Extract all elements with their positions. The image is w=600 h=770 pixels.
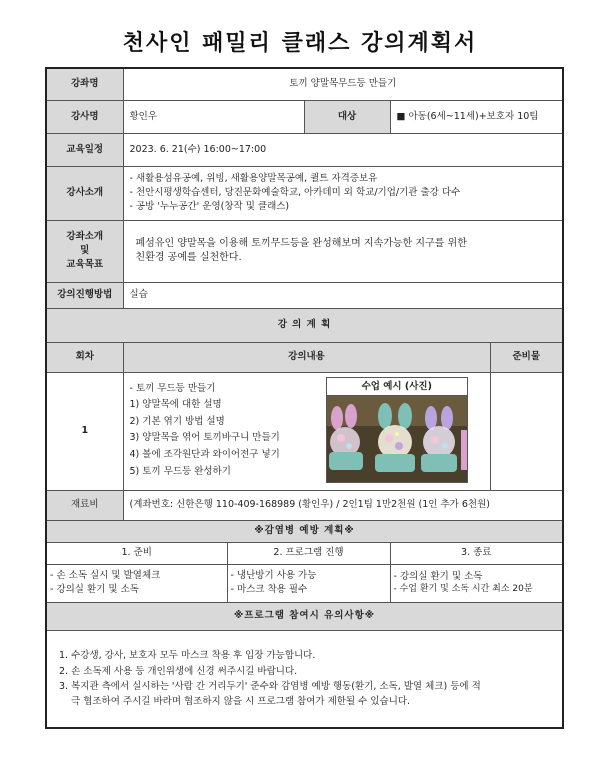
notes-section-title: ※프로그램 참여시 유의사항※ bbox=[46, 602, 563, 630]
session-item: 4) 볼에 조각원단과 와이어전구 넣기 bbox=[129, 449, 280, 460]
row-goal bbox=[46, 220, 563, 282]
document-title: 천사인 패밀리 클래스 강의계획서 bbox=[122, 31, 478, 56]
prevention-step-2: 2. 프로그램 진행 bbox=[227, 542, 390, 564]
row-plan-section bbox=[46, 308, 563, 342]
prevention-item: - 손 소독 실시 및 발열체크 bbox=[50, 570, 161, 582]
prevention-end bbox=[390, 564, 563, 602]
row-fee bbox=[46, 490, 563, 520]
intro-line: - 천안시평생학습센터, 당진문화예술학교, 아카데미 외 학교/기업/기관 출강 다수 bbox=[129, 187, 461, 199]
row-notes bbox=[46, 630, 563, 728]
row-course-name bbox=[46, 68, 563, 100]
row-prevention-section bbox=[46, 520, 563, 542]
prevention-item: - 강의실 환기 및 소독 bbox=[50, 584, 139, 595]
goal-line: 폐섬유인 양말목을 이용해 토끼무드등을 완성해보며 지속가능한 지구를 위한 bbox=[135, 237, 467, 249]
row-instructor bbox=[46, 100, 563, 133]
row-schedule bbox=[46, 133, 563, 166]
label-goal-line: 강좌소개 bbox=[66, 231, 104, 243]
note-item: 1. 수강생, 강사, 보호자 모두 마스크 착용 후 입장 가능합니다. bbox=[59, 650, 316, 662]
row-method bbox=[46, 282, 563, 308]
instructor-intro bbox=[123, 166, 563, 220]
session-item: 5) 토끼 무드등 완성하기 bbox=[129, 465, 231, 477]
schedule-value: 2023. 6. 21(수) 16:00~17:00 bbox=[123, 133, 563, 166]
example-photo bbox=[327, 396, 467, 482]
prevention-item: - 수업 환기 및 소독 시간 최소 20분 bbox=[393, 584, 533, 595]
instructor-name: 황인우 bbox=[123, 100, 304, 133]
note-item: 극 협조하여 주시길 바라며 협조하지 않을 시 프로그램 참여가 제한될 수 있습니다. bbox=[71, 695, 411, 707]
label-session: 회차 bbox=[46, 342, 123, 372]
session-item: - 토끼 무드등 만들기 bbox=[129, 382, 216, 394]
session-item: 3) 양말목을 엮어 토끼바구니 만들기 bbox=[129, 432, 280, 444]
lecture-plan-table bbox=[45, 67, 564, 729]
label-method: 강의진행방법 bbox=[46, 282, 123, 308]
session-number: 1 bbox=[46, 372, 123, 490]
label-fee: 재료비 bbox=[46, 490, 123, 520]
goal-line: 친환경 공예를 실천한다. bbox=[135, 252, 242, 263]
note-item: 3. 복지관 측에서 실시하는 '사람 간 거리두기' 준수와 감염병 예방 행동(환기, 소독, 발열 체크) 등에 적 bbox=[59, 680, 481, 692]
label-intro: 강사소개 bbox=[46, 166, 123, 220]
label-schedule: 교육일정 bbox=[46, 133, 123, 166]
label-target: 대상 bbox=[304, 100, 390, 133]
label-course-name: 강좌명 bbox=[46, 68, 123, 100]
label-instructor: 강사명 bbox=[46, 100, 123, 133]
prevention-step-1: 1. 준비 bbox=[46, 542, 227, 564]
intro-line: - 새활용섬유공예, 위빙, 새활용양말목공예, 퀼트 자격증보유 bbox=[129, 173, 378, 185]
course-goal bbox=[123, 220, 563, 282]
prevention-item: - 마스크 착용 필수 bbox=[230, 584, 308, 595]
session-item: 2) 기본 엮기 방법 설명 bbox=[129, 415, 225, 427]
prevention-section-title: ※감염병 예방 계획※ bbox=[46, 520, 563, 542]
course-name: 토끼 양말목무드등 만들기 bbox=[123, 68, 563, 100]
row-prevention-headers bbox=[46, 542, 563, 564]
label-goal-line: 교육목표 bbox=[66, 258, 104, 270]
prevention-progress bbox=[227, 564, 390, 602]
label-goal bbox=[46, 220, 123, 282]
note-item: 2. 손 소독제 사용 등 개인위생에 신경 써주시길 바랍니다. bbox=[59, 665, 298, 677]
prevention-item: - 냉난방기 사용 가능 bbox=[230, 570, 317, 582]
label-supplies: 준비물 bbox=[490, 342, 563, 372]
row-prevention-items bbox=[46, 564, 563, 602]
plan-section-title: 강 의 계 획 bbox=[46, 308, 563, 342]
fee-value: (계좌번호: 신한은행 110-409-168989 (황인우) / 2인1팀 1만2천원 (1인 추가 6천원) bbox=[123, 490, 563, 520]
row-plan-header bbox=[46, 342, 563, 372]
label-goal-line: 및 bbox=[80, 245, 90, 257]
session-content bbox=[123, 372, 304, 490]
intro-line: - 공방 '누누공간' 운영(창작 및 클래스) bbox=[129, 200, 290, 212]
example-photo-box bbox=[326, 377, 468, 484]
prevention-step-3: 3. 종료 bbox=[390, 542, 563, 564]
session-item: 1) 양말목에 대한 설명 bbox=[129, 399, 222, 411]
label-content: 강의내용 bbox=[123, 342, 490, 372]
row-intro bbox=[46, 166, 563, 220]
row-notes-section bbox=[46, 602, 563, 630]
supplies-value bbox=[490, 372, 563, 490]
method-value: 실습 bbox=[123, 282, 563, 308]
notes-list bbox=[46, 630, 563, 728]
prevention-prepare bbox=[46, 564, 227, 602]
photo-caption: 수업 예시 (사진) bbox=[327, 378, 467, 397]
example-photo-cell bbox=[304, 372, 490, 490]
target-audience: ■ 아동(6세~11세)+보호자 10팀 bbox=[390, 100, 563, 133]
row-session bbox=[46, 372, 563, 490]
prevention-item: - 강의실 환기 및 소독 bbox=[393, 570, 483, 582]
